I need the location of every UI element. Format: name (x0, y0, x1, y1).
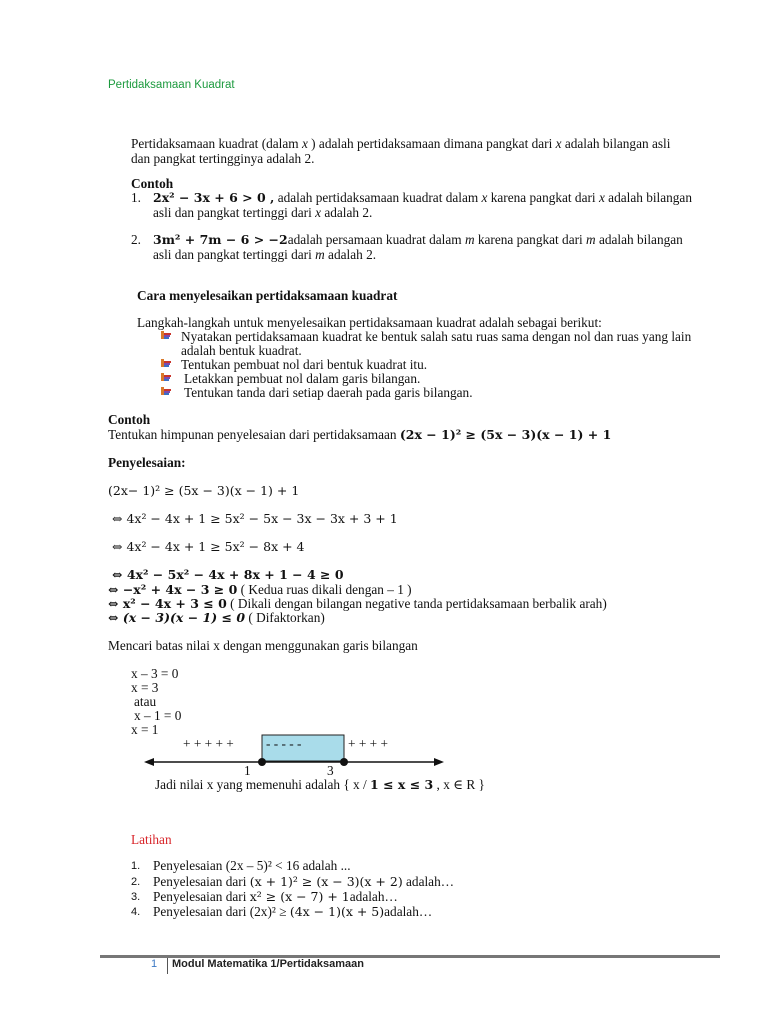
batas-line-5: x = 1 (131, 722, 159, 737)
solution-step-1: (2x− 1)² ≥ (5x − 3)(x − 1) + 1 (108, 483, 300, 498)
cara-intro: Langkah-langkah untuk menyelesaikan pertidaksamaan kuadrat adalah sebagai berikut: (137, 315, 602, 330)
solution-step-3: ⇔ 4x² − 4x + 1 ≥ 5x² − 8x + 4 (112, 539, 305, 554)
arrow-left-icon (144, 758, 154, 766)
cara-step-2: Tentukan pembuat nol dari bentuk kuadrat itu. (181, 357, 428, 372)
footer-title: Modul Matematika 1/Pertidaksamaan (172, 958, 364, 970)
solution-step-5: ⇔ −x² + 4x − 3 ≥ 0 ( Kedua ruas dikali dengan – 1 ) (108, 582, 412, 597)
latihan-item-4-number: 4. (131, 906, 141, 918)
batas-line-4: x – 1 = 0 (134, 708, 182, 723)
batas-line-3: atau (134, 694, 157, 709)
tick-label-1: 1 (244, 763, 251, 778)
pointing-hand-icon (160, 358, 172, 369)
latihan-item-1: Penyelesaian (2x – 5)² < 16 adalah ... (153, 858, 351, 873)
latihan-item-4: Penyelesaian dari (2x)² ≥ (4x − 1)(x + 5)adalah… (153, 904, 433, 919)
solution-step-2: ⇔ 4x² − 4x + 1 ≥ 5x² − 5x − 3x − 3x + 3 + 1 (112, 511, 398, 526)
latihan-item-2-number: 2. (131, 876, 141, 888)
signs-middle: - - - - - (266, 736, 302, 751)
contoh-item-2-line-2: asli dan pangkat tertinggi dari m adalah 2. (153, 247, 377, 262)
intro-paragraph (131, 136, 715, 166)
conclusion: Jadi nilai x yang memenuhi adalah { x / 1 ≤ x ≤ 3 , x ∈ R } (155, 777, 485, 792)
latihan-item-3-number: 3. (131, 891, 141, 903)
batas-intro: Mencari batas nilai x dengan menggunakan garis bilangan (108, 638, 418, 653)
contoh-2-heading: Contoh (108, 412, 151, 427)
intro-line-2: dan pangkat tertingginya adalah 2. (131, 151, 315, 166)
point-3-dot (340, 758, 348, 766)
signs-left: + + + + + (183, 736, 234, 751)
contoh-heading: Contoh (131, 176, 174, 191)
solution-step-6: ⇔ x² − 4x + 3 ≤ 0 ( Dikali dengan bilangan negative tanda pertidaksamaan berbalik arah) (108, 596, 607, 611)
pointing-hand-icon (160, 330, 172, 341)
page-number: 1 (151, 958, 158, 970)
cara-step-4: Tentukan tanda dari setiap daerah pada garis bilangan. (184, 385, 473, 400)
contoh-item-1-line-2: asli dan pangkat tertinggi dari x adalah 2. (153, 205, 373, 220)
contoh-item-2: 3m² + 7m − 6 > −2adalah persamaan kuadrat dalam m karena pangkat dari m adalah bilangan (153, 232, 683, 247)
batas-line-1: x – 3 = 0 (131, 666, 179, 681)
cara-heading: Cara menyelesaikan pertidaksamaan kuadrat (137, 288, 398, 303)
latihan-heading: Latihan (131, 832, 172, 847)
contoh-2-question: Tentukan himpunan penyelesaian dari pertidaksamaan (2x − 1)² ≥ (5x − 3)(x − 1) + 1 (108, 427, 612, 442)
page-title: Pertidaksamaan Kuadrat (108, 79, 235, 91)
footer-separator (167, 958, 168, 974)
cara-step-3: Letakkan pembuat nol dalam garis bilangan. (184, 371, 421, 386)
contoh-item-1-number: 1. (131, 190, 141, 205)
intro-line-1: Pertidaksamaan kuadrat (dalam x ) adalah pertidaksamaan dimana pangkat dari x adalah bilangan asli (131, 136, 671, 151)
pointing-hand-icon (160, 372, 172, 383)
batas-line-2: x = 3 (131, 680, 159, 695)
latihan-item-1-number: 1. (131, 860, 141, 872)
pointing-hand-icon (160, 386, 172, 397)
latihan-item-2: Penyelesaian dari (x + 1)² ≥ (x − 3)(x + 2) adalah… (153, 874, 455, 889)
solution-step-4: ⇔ 4x² − 5x² − 4x + 8x + 1 − 4 ≥ 0 (112, 567, 344, 582)
cara-step-1: Nyatakan pertidaksamaan kuadrat ke bentuk salah satu ruas sama dengan nol dan ruas yang lain (181, 329, 692, 344)
signs-right: + + + + (348, 736, 388, 751)
tick-label-3: 3 (327, 763, 334, 778)
contoh-item-2-number: 2. (131, 232, 141, 247)
point-1-dot (258, 758, 266, 766)
arrow-right-icon (434, 758, 444, 766)
latihan-item-3: Penyelesaian dari x² ≥ (x − 7) + 1adalah… (153, 889, 398, 904)
cara-step-1-cont: adalah bentuk kuadrat. (181, 343, 302, 358)
contoh-item-1: 2x² − 3x + 6 > 0 , adalah pertidaksamaan kuadrat dalam x karena pangkat dari x adalah bilangan (153, 190, 692, 205)
penyelesaian-heading: Penyelesaian: (108, 455, 186, 470)
solution-step-7: ⇔ (x − 3)(x − 1) ≤ 0 ( Difaktorkan) (108, 610, 325, 625)
